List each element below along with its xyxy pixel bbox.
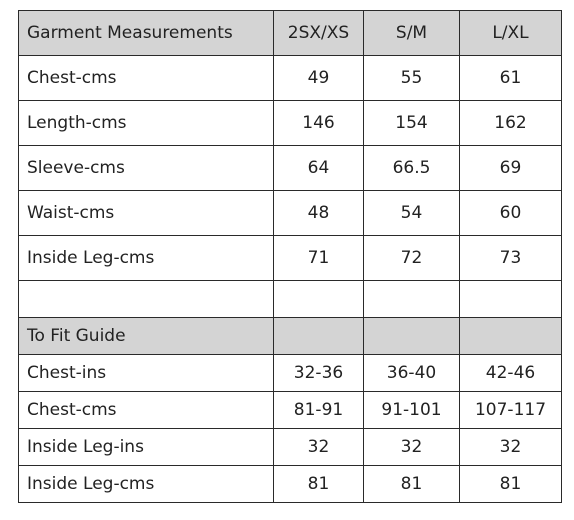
- header-size-2sx-xs: 2SX/XS: [274, 11, 364, 56]
- row-label: Inside Leg-cms: [19, 466, 274, 503]
- row-value: 81-91: [274, 392, 364, 429]
- row-value: 71: [274, 236, 364, 281]
- header-size-l-xl: L/XL: [460, 11, 562, 56]
- table-row: [19, 101, 562, 146]
- row-value: 81: [274, 466, 364, 503]
- table-row: [19, 146, 562, 191]
- blank-row: [19, 281, 562, 318]
- row-value: 72: [364, 236, 460, 281]
- row-value: 73: [460, 236, 562, 281]
- row-value: 54: [364, 191, 460, 236]
- row-label: Chest-cms: [19, 56, 274, 101]
- row-label: Inside Leg-cms: [19, 236, 274, 281]
- blank-cell: [460, 318, 562, 355]
- table-row: [19, 236, 562, 281]
- blank-cell: [274, 281, 364, 318]
- fit-guide-header-row: [19, 318, 562, 355]
- row-value: 107-117: [460, 392, 562, 429]
- row-label: Inside Leg-ins: [19, 429, 274, 466]
- row-value: 42-46: [460, 355, 562, 392]
- row-label: Length-cms: [19, 101, 274, 146]
- table-row: [19, 392, 562, 429]
- header-title: Garment Measurements: [19, 11, 274, 56]
- size-chart: [18, 10, 561, 503]
- table-row: [19, 191, 562, 236]
- row-label: Chest-ins: [19, 355, 274, 392]
- table-row: [19, 466, 562, 503]
- row-value: 55: [364, 56, 460, 101]
- table-row: [19, 355, 562, 392]
- row-value: 48: [274, 191, 364, 236]
- fit-guide-title: To Fit Guide: [19, 318, 274, 355]
- row-value: 60: [460, 191, 562, 236]
- row-value: 154: [364, 101, 460, 146]
- row-label: Waist-cms: [19, 191, 274, 236]
- row-value: 69: [460, 146, 562, 191]
- row-value: 32-36: [274, 355, 364, 392]
- row-value: 91-101: [364, 392, 460, 429]
- row-value: 81: [460, 466, 562, 503]
- size-chart-table: [18, 10, 562, 503]
- row-value: 49: [274, 56, 364, 101]
- blank-cell: [364, 281, 460, 318]
- row-value: 146: [274, 101, 364, 146]
- row-value: 61: [460, 56, 562, 101]
- row-label: Sleeve-cms: [19, 146, 274, 191]
- row-value: 81: [364, 466, 460, 503]
- table-row: [19, 56, 562, 101]
- row-value: 66.5: [364, 146, 460, 191]
- row-value: 32: [460, 429, 562, 466]
- blank-cell: [19, 281, 274, 318]
- row-value: 32: [364, 429, 460, 466]
- blank-cell: [460, 281, 562, 318]
- row-value: 36-40: [364, 355, 460, 392]
- row-value: 32: [274, 429, 364, 466]
- table-row: [19, 429, 562, 466]
- blank-cell: [274, 318, 364, 355]
- header-row: [19, 11, 562, 56]
- row-value: 162: [460, 101, 562, 146]
- blank-cell: [364, 318, 460, 355]
- row-value: 64: [274, 146, 364, 191]
- row-label: Chest-cms: [19, 392, 274, 429]
- header-size-s-m: S/M: [364, 11, 460, 56]
